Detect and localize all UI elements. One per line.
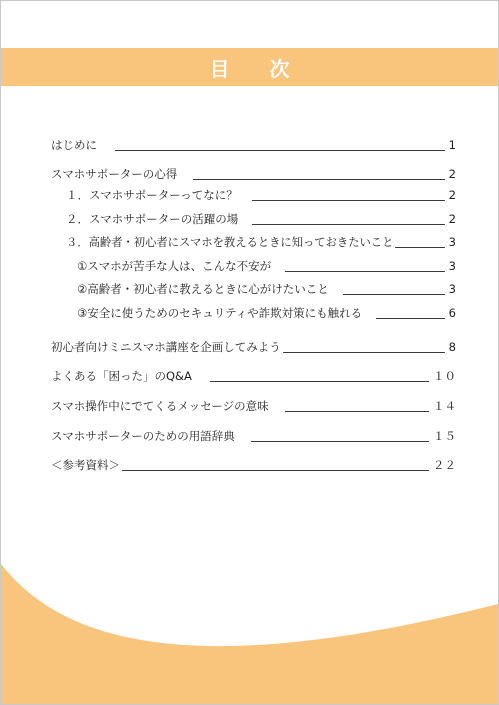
toc-entry-label: ①スマホが苦手な人は、こんな不安が [77, 259, 272, 273]
toc-leader-line [115, 149, 445, 151]
toc-entry-label: ２．スマホサポーターの活躍の場 [66, 212, 239, 226]
toc-entry-page: ２２ [433, 458, 456, 472]
page-title: 目次 [209, 56, 330, 81]
decorative-wave [1, 504, 498, 704]
toc-entry-label: ②高齢者・初心者に教えるときに心がけたいこと [77, 282, 329, 296]
toc-entry-label: １．スマホサポーターってなに？ [66, 188, 238, 202]
toc-entry[interactable] [51, 458, 456, 473]
toc-leader-line [252, 223, 444, 225]
toc-entry[interactable] [66, 212, 456, 227]
toc-entry-page: １０ [433, 369, 456, 383]
toc-entry-page: １５ [433, 429, 456, 443]
toc-entry[interactable] [51, 138, 456, 153]
toc-entry[interactable] [51, 399, 456, 414]
toc-entry-label: よくある「困った」のQ&A [51, 369, 192, 383]
toc-entry[interactable] [51, 429, 456, 444]
toc-entry[interactable] [77, 259, 456, 274]
toc-entry-label: スマホサポーターのための用語辞典 [51, 429, 235, 443]
toc-leader-line [285, 270, 445, 272]
toc-entry-label: スマホ操作中にでてくるメッセージの意味 [51, 399, 269, 413]
toc-entry-label: ３．高齢者・初心者にスマホを教えるときに知っておきたいこと [66, 236, 394, 249]
toc-leader-line [122, 469, 429, 471]
toc-entry-label: はじめに [51, 138, 97, 152]
toc-entry-page: 3 [448, 282, 456, 296]
toc-entry[interactable] [51, 369, 456, 384]
toc-entry[interactable] [66, 188, 456, 203]
toc-leader-line [285, 410, 429, 412]
toc-entry[interactable] [77, 282, 456, 297]
toc-leader-line [283, 351, 445, 353]
toc-leader-line [376, 317, 445, 319]
toc-entry-label: ③安全に使うためのセキュリティや詐欺対策にも触れる [77, 306, 363, 320]
wave-shape [1, 564, 498, 704]
toc-entry-page: 2 [448, 188, 456, 202]
toc-entry-page: 3 [448, 235, 456, 249]
toc-entry-page: 6 [448, 306, 456, 320]
toc-entry[interactable] [51, 167, 456, 182]
toc-entry-page: 2 [448, 167, 456, 181]
toc-leader-line [343, 293, 445, 295]
toc-entry[interactable] [66, 235, 456, 250]
toc-entry[interactable] [77, 306, 456, 321]
toc-entry-page: 1 [448, 138, 456, 152]
toc-entry-page: 3 [448, 259, 456, 273]
toc-leader-line [251, 440, 429, 442]
toc-entry-page: 8 [448, 340, 456, 354]
toc-entry[interactable] [51, 340, 456, 355]
toc-leader-line [252, 199, 445, 201]
toc-entry-label: 初心者向けミニスマホ講座を企画してみよう [51, 340, 281, 354]
toc-leader-line [193, 178, 444, 180]
toc-entry-label: ＜参考資料＞ [51, 458, 120, 472]
toc-entry-page: １４ [433, 399, 456, 413]
toc-leader-line [395, 246, 444, 248]
toc-leader-line [210, 380, 429, 382]
toc-entry-page: 2 [448, 212, 456, 226]
toc-entry-label: スマホサポーターの心得 [51, 167, 178, 181]
